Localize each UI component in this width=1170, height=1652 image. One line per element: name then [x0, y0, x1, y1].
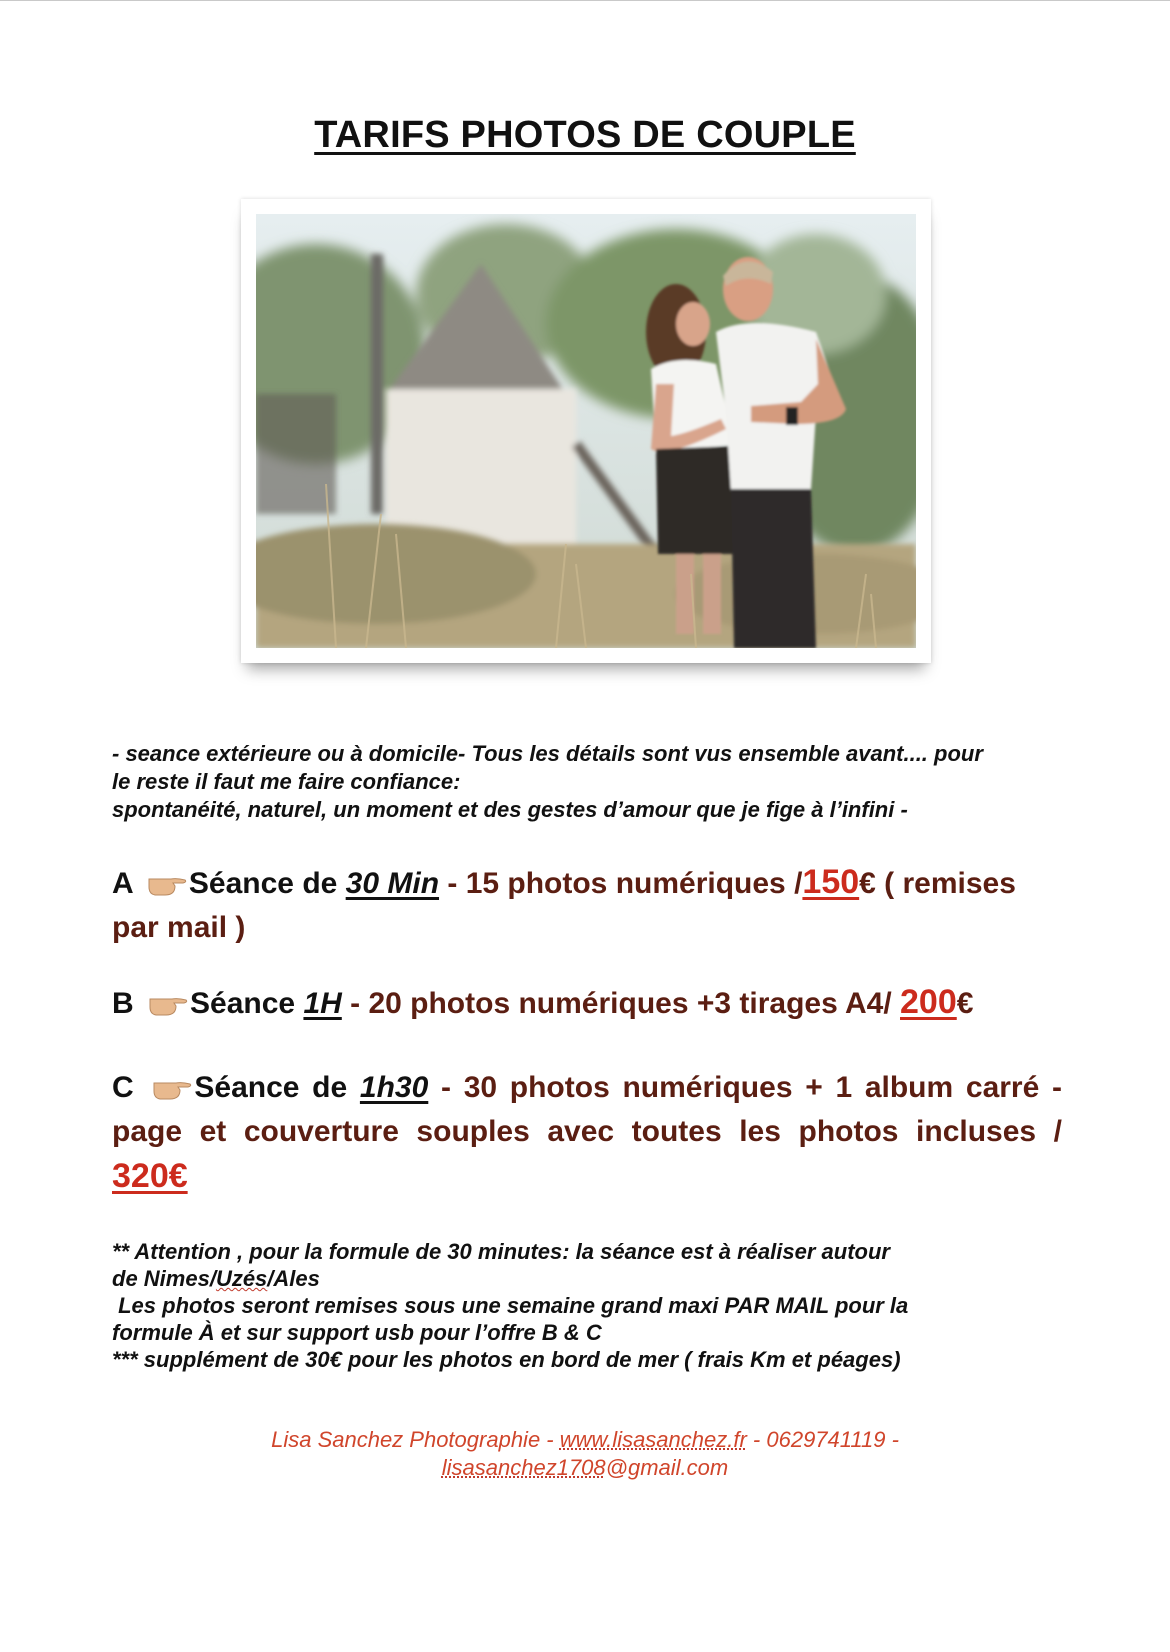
offer-b — [112, 980, 1062, 1026]
note-text-uzes: Uzés — [215, 1266, 268, 1291]
couple-photo — [256, 214, 916, 648]
price: 320€ — [112, 1157, 188, 1195]
offer-letter: A — [112, 867, 133, 900]
price: 200 — [900, 983, 957, 1021]
pointing-hand-icon — [148, 985, 188, 1011]
website-link[interactable]: www.lisasanchez.fr — [559, 1427, 747, 1452]
top-border — [0, 0, 1170, 1]
offer-text: - 30 photos numériques + 1 album carré - page et couverture souples avec toutes les photos incluses / — [112, 1071, 1062, 1148]
offer-letter: C — [112, 1071, 134, 1104]
offer-a — [112, 860, 1062, 950]
photo-frame — [241, 199, 931, 663]
seance-label: Séance de — [188, 867, 338, 900]
offer-text: - 20 photos numériques +3 tirages A4/ — [341, 987, 901, 1020]
note-line: Les photos seront remises sous une semaine grand maxi PAR MAIL pour la — [112, 1293, 909, 1318]
intro-line: le reste il faut me faire confiance: — [112, 769, 461, 794]
footer-contact — [0, 1426, 1170, 1482]
email-link[interactable]: lisasanchez1708 — [441, 1455, 606, 1480]
page-title: TARIFS PHOTOS DE COUPLE — [314, 114, 856, 156]
footer-name: Lisa Sanchez Photographie - — [271, 1427, 560, 1452]
duration: 1H — [303, 987, 342, 1020]
seance-label: Séance — [190, 987, 296, 1020]
note-text: /Ales — [267, 1266, 320, 1291]
duration: 30 Min — [345, 867, 440, 900]
offer-letter: B — [112, 987, 134, 1020]
notes — [112, 1238, 1072, 1373]
duration: 1h30 — [359, 1071, 429, 1104]
pointing-hand-icon — [152, 1069, 192, 1095]
note-text: de Nimes/ — [112, 1266, 216, 1291]
note-line: *** supplément de 30€ pour les photos en bord de mer ( frais Km et péages) — [112, 1347, 901, 1372]
offer-suffix: € — [956, 987, 974, 1020]
offer-suffix: € ( remises par mail ) — [112, 867, 1016, 944]
offer-text: - 15 photos numériques / — [439, 867, 803, 900]
note-line: ** Attention , pour la formule de 30 minutes: la séance est à réaliser autour — [112, 1239, 890, 1264]
note-line: formule À et sur support usb pour l’offre B & C — [112, 1320, 602, 1345]
offer-c — [112, 1066, 1062, 1200]
intro-line: spontanéité, naturel, un moment et des gestes d’amour que je fige à l’infini - — [112, 797, 908, 822]
pointing-hand-icon — [147, 865, 187, 891]
intro-text — [112, 740, 1072, 824]
intro-line: - seance extérieure ou à domicile- Tous les détails sont vus ensemble avant.... pour — [112, 741, 983, 766]
seance-label: Séance de — [194, 1071, 348, 1104]
note-line — [112, 1265, 1072, 1292]
footer-phone: - 0629741119 - — [746, 1427, 899, 1452]
email-domain[interactable]: @gmail.com — [605, 1455, 729, 1480]
price: 150 — [802, 863, 860, 901]
